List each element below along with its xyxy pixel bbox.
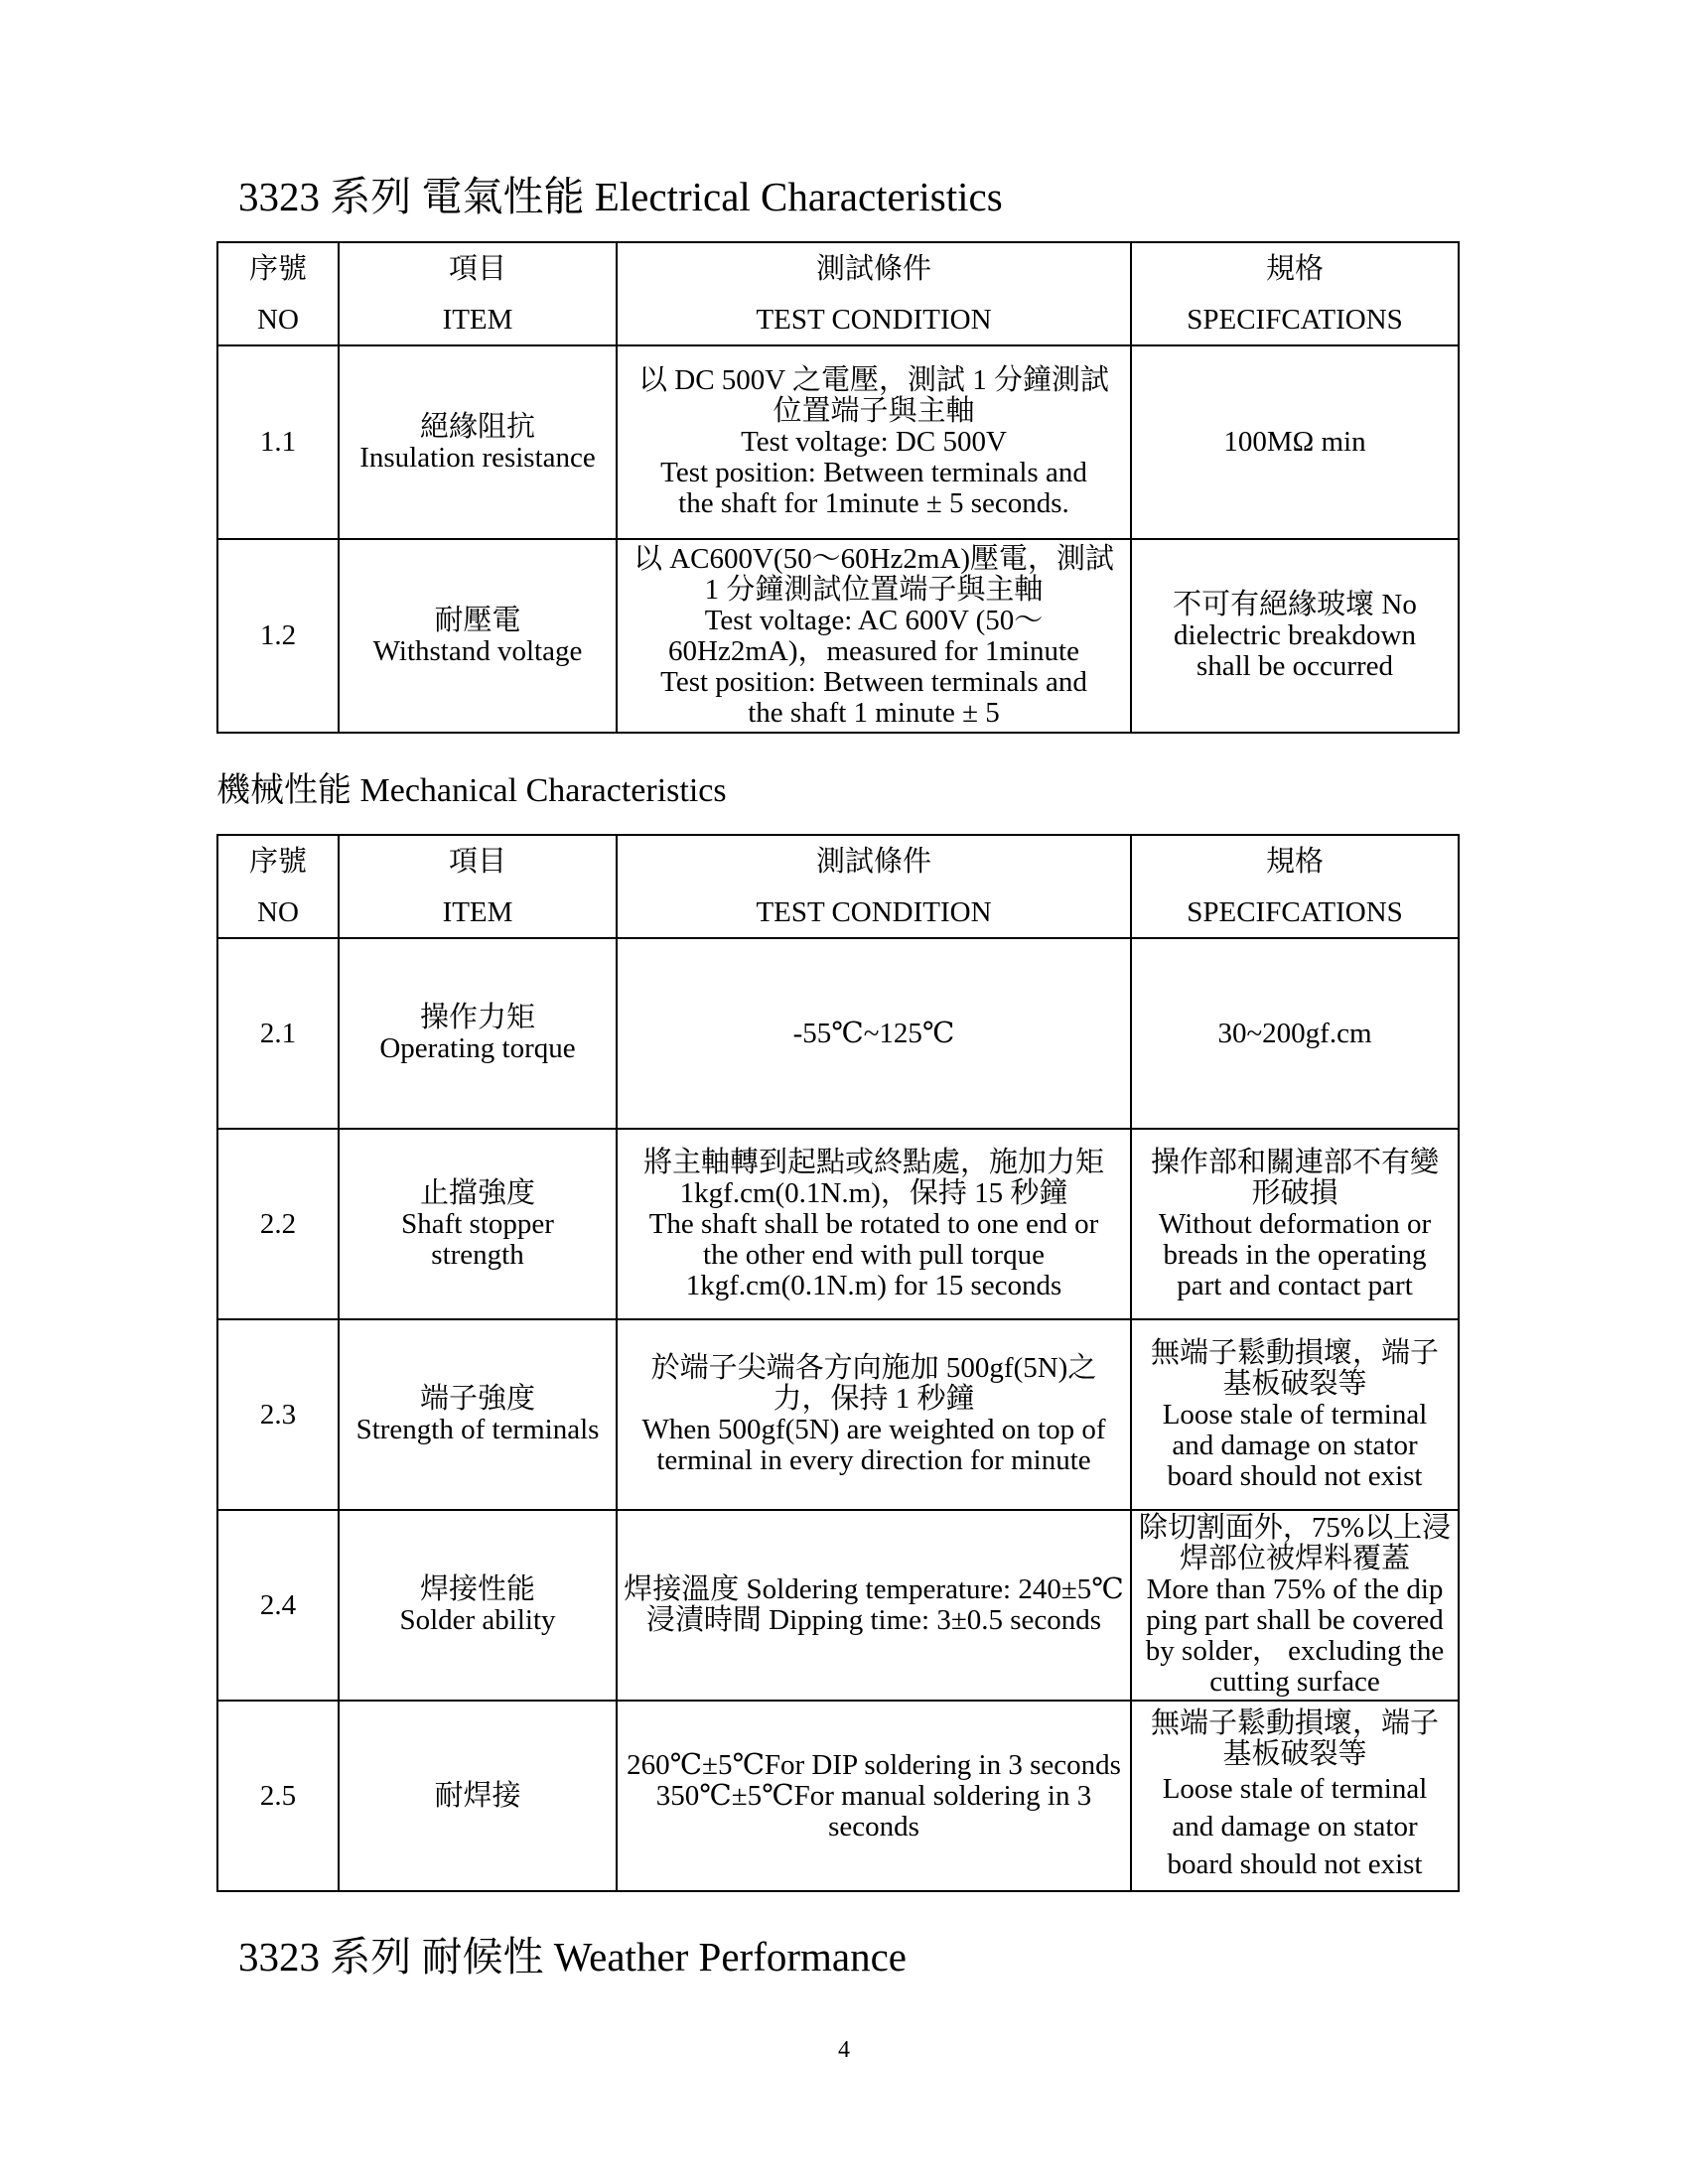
row-test-condition: -55℃~125℃: [617, 938, 1131, 1129]
row-specification: 除切割面外，75%以上浸 焊部位被焊料覆蓋 More than 75% of the dip ping part shall be covered by solder， excluding the cutting surface: [1131, 1510, 1459, 1701]
row-specification: 不可有絕緣玻壞 No dielectric breakdown shall be occurred: [1131, 539, 1459, 733]
row-number: 2.3: [217, 1319, 339, 1510]
header-test-condition: 測試條件 TEST CONDITION: [617, 242, 1131, 345]
row-item: 耐壓電 Withstand voltage: [339, 539, 617, 733]
row-item: 止擋強度 Shaft stopper strength: [339, 1129, 617, 1319]
row-test-condition: 以 DC 500V 之電壓，測試 1 分鐘測試 位置端子與主軸 Test voltage: DC 500V Test position: Between terminals and the shaft for 1minute ± 5 seconds.: [617, 345, 1131, 539]
row-item: 耐焊接: [339, 1701, 617, 1891]
header-item: 項目 ITEM: [339, 242, 617, 345]
header-no: 序號 NO: [217, 242, 339, 345]
row-specification: 無端子鬆動損壞，端子 基板破裂等 Loose stale of terminal and damage on stator board should not exist: [1131, 1701, 1459, 1891]
row-test-condition: 以 AC600V(50～60Hz2mA)壓電，測試 1 分鐘測試位置端子與主軸 Test voltage: AC 600V (50～ 60Hz2mA)，measured for 1minute Test position: Between terminals and the shaft 1 minute ± 5: [617, 539, 1131, 733]
row-item: 焊接性能 Solder ability: [339, 1510, 617, 1701]
table-header-row: [217, 242, 1459, 345]
table-row: [217, 938, 1459, 1129]
row-specification: 無端子鬆動損壞，端子 基板破裂等 Loose stale of terminal and damage on stator board should not exist: [1131, 1319, 1459, 1510]
row-number: 1.1: [217, 345, 339, 539]
row-item: 端子強度 Strength of terminals: [339, 1319, 617, 1510]
table-row: [217, 1701, 1459, 1891]
table-row: [217, 1510, 1459, 1701]
header-no: 序號 NO: [217, 835, 339, 938]
row-test-condition: 於端子尖端各方向施加 500gf(5N)之 力，保持 1 秒鐘 When 500gf(5N) are weighted on top of terminal in every direction for minute: [617, 1319, 1131, 1510]
row-specification: 100MΩ min: [1131, 345, 1459, 539]
header-specifications: 規格 SPECIFCATIONS: [1131, 242, 1459, 345]
table-row: [217, 539, 1459, 733]
electrical-characteristics-table: [216, 241, 1460, 734]
header-test-condition: 測試條件 TEST CONDITION: [617, 835, 1131, 938]
row-test-condition: 將主軸轉到起點或終點處，施加力矩 1kgf.cm(0.1N.m)，保持 15 秒鐘 The shaft shall be rotated to one end or the other end with pull torque 1kgf.cm(0.1N.m) for 15 seconds: [617, 1129, 1131, 1319]
row-number: 2.2: [217, 1129, 339, 1319]
electrical-section-title: 3323 系列 電氣性能 Electrical Characteristics: [238, 174, 1003, 219]
mechanical-section-title: 機械性能 Mechanical Characteristics: [216, 772, 727, 809]
row-number: 2.5: [217, 1701, 339, 1891]
row-item: 操作力矩 Operating torque: [339, 938, 617, 1129]
row-number: 2.1: [217, 938, 339, 1129]
table-row: [217, 1129, 1459, 1319]
table-row: [217, 345, 1459, 539]
row-number: 2.4: [217, 1510, 339, 1701]
header-item: 項目 ITEM: [339, 835, 617, 938]
mechanical-characteristics-table: [216, 834, 1460, 1892]
weather-section-title: 3323 系列 耐候性 Weather Performance: [238, 1934, 907, 1979]
row-item: 絕緣阻抗 Insulation resistance: [339, 345, 617, 539]
row-test-condition: 260℃±5℃For DIP soldering in 3 seconds 350℃±5℃For manual soldering in 3 seconds: [617, 1701, 1131, 1891]
row-test-condition: 焊接溫度 Soldering temperature: 240±5℃ 浸漬時間 Dipping time: 3±0.5 seconds: [617, 1510, 1131, 1701]
header-specifications: 規格 SPECIFCATIONS: [1131, 835, 1459, 938]
row-number: 1.2: [217, 539, 339, 733]
row-specification: 30~200gf.cm: [1131, 938, 1459, 1129]
table-header-row: [217, 835, 1459, 938]
page-number: 4: [838, 2037, 850, 2063]
row-specification: 操作部和關連部不有變 形破損 Without deformation or breads in the operating part and contact part: [1131, 1129, 1459, 1319]
table-row: [217, 1319, 1459, 1510]
